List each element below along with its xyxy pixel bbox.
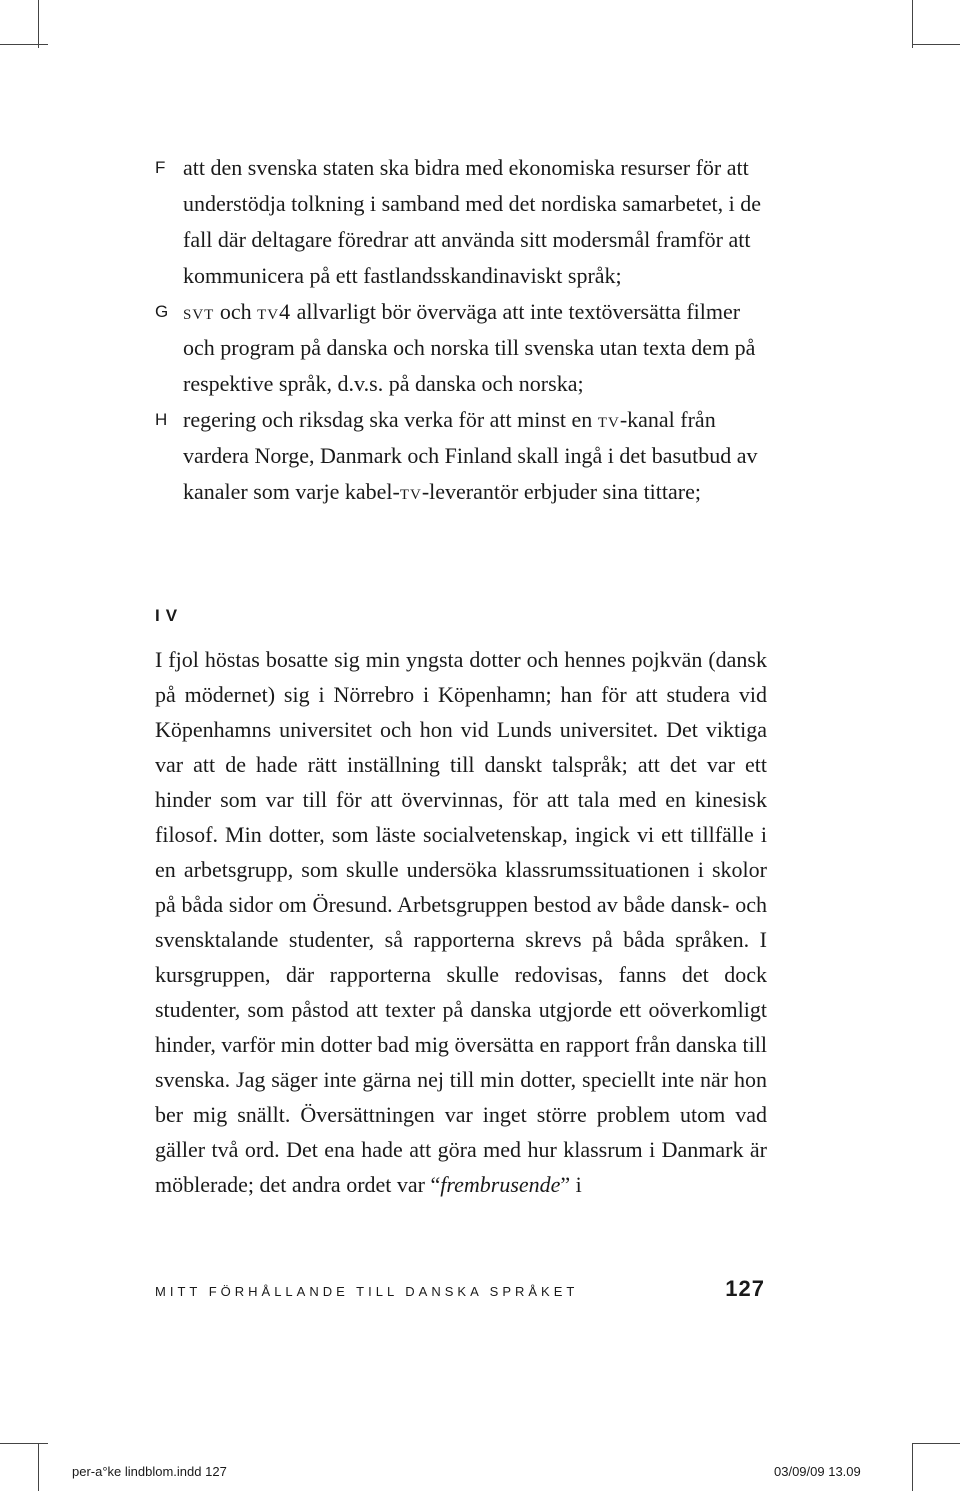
list-item-text <box>183 402 775 510</box>
list-item-text <box>183 294 775 402</box>
running-head: MITT FÖRHÅLLANDE TILL DANSKA SPRÅKET <box>155 1284 579 1299</box>
section-heading: IV <box>155 606 184 625</box>
recommendation-list <box>155 150 775 510</box>
crop-mark <box>912 0 913 48</box>
slug-filename: per-a°ke lindblom.indd 127 <box>72 1464 227 1479</box>
list-item <box>155 150 775 294</box>
list-item-text: att den svenska staten ska bidra med ekonomiska resurser för att understödja tolkning i samband med det nordiska samarbetet, i de fall där deltagare föredrar att använda sitt modersmål framför att kommunicera på ett fastlandsskandinaviskt språk; <box>183 155 761 288</box>
list-item <box>155 402 775 510</box>
acronym: svt <box>183 299 215 324</box>
text-run: -kanal från vardera Norge, Danmark och Finland skall ingå i det basutbud av kanaler som varje kabel- <box>183 407 758 504</box>
page-number: 127 <box>725 1276 765 1301</box>
acronym: tv <box>597 407 620 432</box>
list-item-label: H <box>155 410 168 429</box>
list-item-label: F <box>155 158 166 177</box>
acronym: tv <box>399 479 422 504</box>
acronym: tv4 <box>257 299 292 324</box>
crop-mark <box>38 1443 39 1491</box>
text-run: allvarligt bör överväga att inte textöversätta filmer och program på danska och norska till svenska utan texta dem på respektive språk, d.v.s. på danska och norska; <box>183 299 756 396</box>
crop-mark <box>0 44 48 45</box>
body-paragraph <box>155 642 767 1202</box>
text-run: och <box>214 299 258 324</box>
list-item <box>155 294 775 402</box>
crop-mark <box>912 44 960 45</box>
text-run: ” i <box>560 1172 582 1197</box>
italic-word: frembrusende <box>440 1172 561 1197</box>
slug-date: 03/09/09 13.09 <box>774 1464 861 1479</box>
text-run: -leverantör erbjuder sina tittare; <box>421 479 701 504</box>
text-run: regering och riksdag ska verka för att minst en <box>183 407 598 432</box>
list-item-label: G <box>155 302 169 321</box>
crop-mark <box>912 1443 913 1491</box>
crop-mark <box>912 1443 960 1444</box>
text-run: I fjol höstas bosatte sig min yngsta dotter och hennes pojkvän (dansk på mödernet) sig i Nörrebro i Köpenhamn; han för att studera vid Köpenhamns universitet och hon vid Lunds universitet. Det viktiga var att de hade rätt inställning till danskt talspråk; att det var ett hinder som var till för att övervinnas, för att tala med en kinesisk filosof. Min dotter, som läste socialvetenskap, ingick vi ett tillfälle i en arbetsgrupp, som skulle undersöka klassrumssituationen i skolor på båda sidor om Öresund. Arbetsgruppen bestod av både dansk- och svensktalande studenter, så rapporterna skrevs på båda språken. I kursgruppen, där rapporterna skulle redovisas, fanns det dock studenter, som påstod att texter på danska utgjorde ett oöverkomligt hinder, varför min dotter bad mig översätta en rapport från danska till svenska. Jag säger inte gärna nej till min dotter, speciellt inte när hon ber mig snällt. Översättningen var inget större problem utom vad gäller två ord. Det ena hade att göra med hur klassrum i Danmark är möblerade; det andra ordet var “ <box>155 647 767 1197</box>
crop-mark <box>0 1443 48 1444</box>
crop-mark <box>38 0 39 48</box>
